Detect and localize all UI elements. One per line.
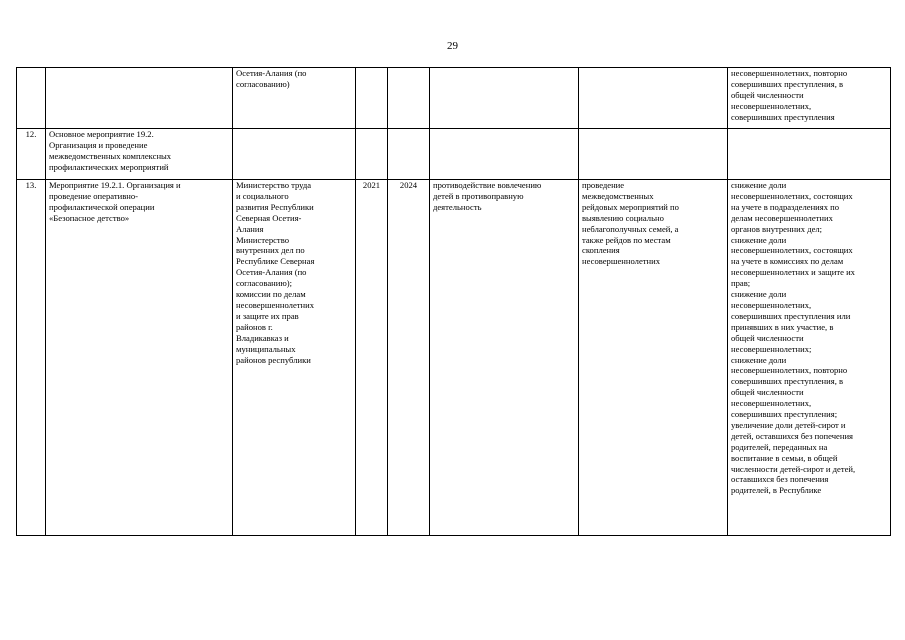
cell-expected-result xyxy=(430,68,579,129)
cell-expected-result: противодействие вовлечению детей в противоправную деятельность xyxy=(430,180,579,536)
cell-indicators: несовершеннолетних, повторно совершивших преступления, в общей численности несовершеннолетних, совершивших преступления xyxy=(728,68,891,129)
cell-end-year xyxy=(388,129,430,180)
cell-main-directions xyxy=(579,129,728,180)
page-number: 29 xyxy=(447,40,458,52)
cell-event-name: Мероприятие 19.2.1. Организация и проведение оперативно- профилактической операции «Безопасное детство» xyxy=(46,180,233,536)
table-row-12 xyxy=(17,129,891,180)
cell-number: 12. xyxy=(17,129,46,180)
cell-indicators xyxy=(728,129,891,180)
cell-number: 13. xyxy=(17,180,46,536)
table-row-continuation xyxy=(17,68,891,129)
cell-event-name: Основное мероприятие 19.2. Организация и проведение межведомственных комплексных профилактических мероприятий xyxy=(46,129,233,180)
table-row-13 xyxy=(17,180,891,536)
cell-event-name xyxy=(46,68,233,129)
cell-start-year: 2021 xyxy=(356,180,388,536)
cell-main-directions xyxy=(579,68,728,129)
cell-end-year xyxy=(388,68,430,129)
cell-number xyxy=(17,68,46,129)
cell-executor: Осетия-Алания (по согласованию) xyxy=(233,68,356,129)
cell-start-year xyxy=(356,129,388,180)
program-table xyxy=(16,67,891,536)
cell-expected-result xyxy=(430,129,579,180)
cell-end-year: 2024 xyxy=(388,180,430,536)
cell-main-directions: проведение межведомственных рейдовых мероприятий по выявлению социально неблагополучных семей, а также рейдов по местам скопления несовершеннолетних xyxy=(579,180,728,536)
cell-indicators: снижение доли несовершеннолетних, состоящих на учете в подразделениях по делам несовершеннолетних органов внутренних дел; снижение доли несовершеннолетних, состоящих на учете в комиссиях по делам несовершеннолетних и защите их прав; снижение доли несовершеннолетних, совершивших преступления или принявших в них участие, в общей численности несовершеннолетних; снижение доли несовершеннолетних, повторно совершивших преступления, в общей численности несовершеннолетних, совершивших преступления; увеличение доли детей-сирот и детей, оставшихся без попечения родителей, переданных на воспитание в семьи, в общей численности детей-сирот и детей, оставшихся без попечения родителей, в Республике xyxy=(728,180,891,536)
cell-start-year xyxy=(356,68,388,129)
cell-executor xyxy=(233,129,356,180)
cell-executor: Министерство труда и социального развития Республики Северная Осетия- Алания Министерство внутренних дел по Республике Северная Осетия-Алания (по согласованию); комиссии по делам несовершеннолетних и защите их прав районов г. Владикавказ и муниципальных районов республики xyxy=(233,180,356,536)
